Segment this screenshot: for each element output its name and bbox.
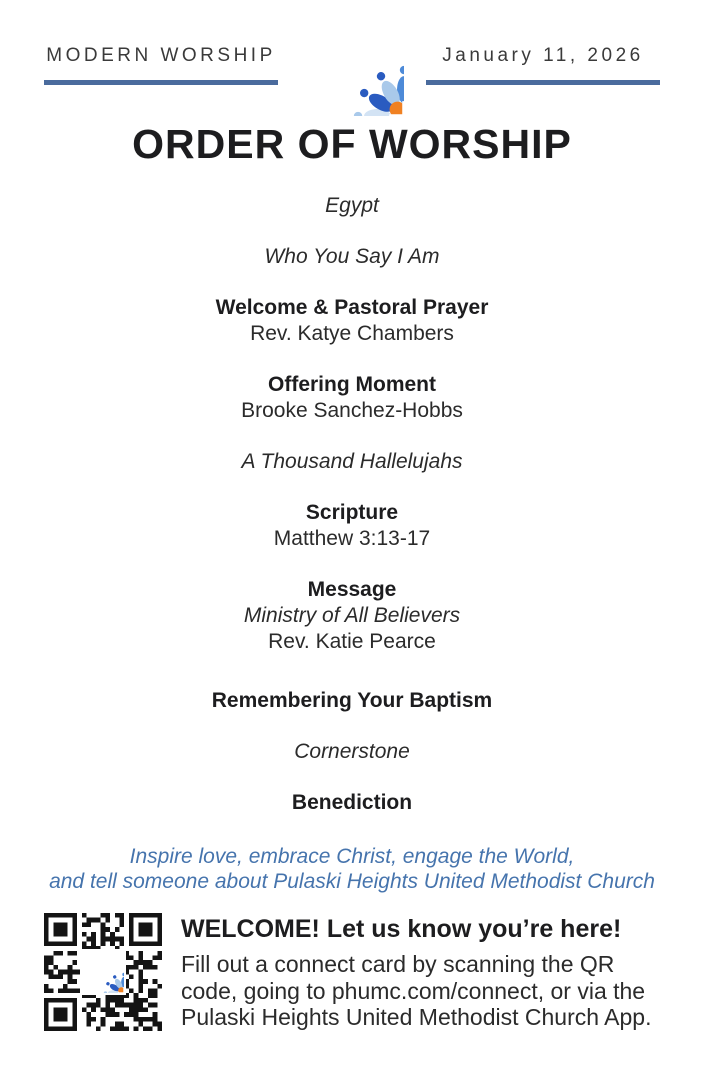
order-item-line: A Thousand Hallelujahs — [241, 450, 463, 473]
order-item-line: Rev. Katye Chambers — [250, 322, 454, 345]
order-item-line: Message — [307, 578, 397, 601]
order-of-worship-list — [0, 193, 704, 816]
order-item-line: Brooke Sanchez-Hobbs — [241, 399, 463, 422]
order-item-line: Ministry of All Believers — [243, 604, 461, 627]
order-item-line: Who You Say I Am — [264, 245, 440, 268]
order-item-line: Egypt — [325, 194, 379, 217]
tagline-line-2: and tell someone about Pulaski Heights United Methodist Church — [49, 870, 655, 893]
welcome-text-block — [181, 913, 668, 1031]
order-item-line: Offering Moment — [268, 373, 436, 396]
welcome-body-line: Fill out a connect card by scanning the QR — [181, 951, 615, 977]
order-item — [0, 295, 704, 347]
order-item-line: Benediction — [291, 791, 413, 814]
welcome-heading: WELCOME! Let us know you’re here! — [181, 915, 622, 943]
order-item — [0, 244, 704, 270]
qr-center-logo-icon — [80, 949, 126, 995]
header-rule-right — [426, 80, 660, 85]
service-date-label: January 11, 2026 — [442, 45, 644, 66]
church-tagline — [0, 844, 704, 894]
order-item-line: Cornerstone — [294, 740, 410, 763]
header — [0, 0, 704, 116]
order-item — [0, 193, 704, 219]
welcome-body-line: code, going to phumc.com/connect, or via the — [181, 977, 646, 1004]
order-item-line: Matthew 3:13-17 — [273, 527, 431, 550]
tagline-line-1: Inspire love, embrace Christ, engage the World, — [129, 845, 575, 868]
welcome-section — [0, 913, 704, 1031]
connect-qr-code[interactable] — [44, 913, 162, 1031]
order-item-line: Rev. Katie Pearce — [268, 630, 436, 653]
service-name-label: MODERN WORSHIP — [46, 45, 276, 66]
order-item — [0, 449, 704, 475]
order-item — [0, 577, 704, 655]
header-rule-left — [44, 80, 278, 85]
welcome-body-line: Pulaski Heights United Methodist Church App. — [181, 1004, 652, 1030]
order-item — [0, 739, 704, 765]
order-item — [0, 500, 704, 552]
church-flower-logo-icon — [300, 12, 404, 116]
order-item-line: Scripture — [305, 501, 399, 524]
welcome-body — [181, 951, 668, 1031]
order-item — [0, 680, 704, 714]
order-item-line: Remembering Your Baptism — [211, 689, 493, 712]
header-right — [426, 45, 660, 85]
page-title: ORDER OF WORSHIP — [132, 121, 572, 167]
order-item — [0, 790, 704, 816]
order-item — [0, 372, 704, 424]
header-left — [44, 45, 278, 85]
order-item-line: Welcome & Pastoral Prayer — [215, 296, 489, 319]
